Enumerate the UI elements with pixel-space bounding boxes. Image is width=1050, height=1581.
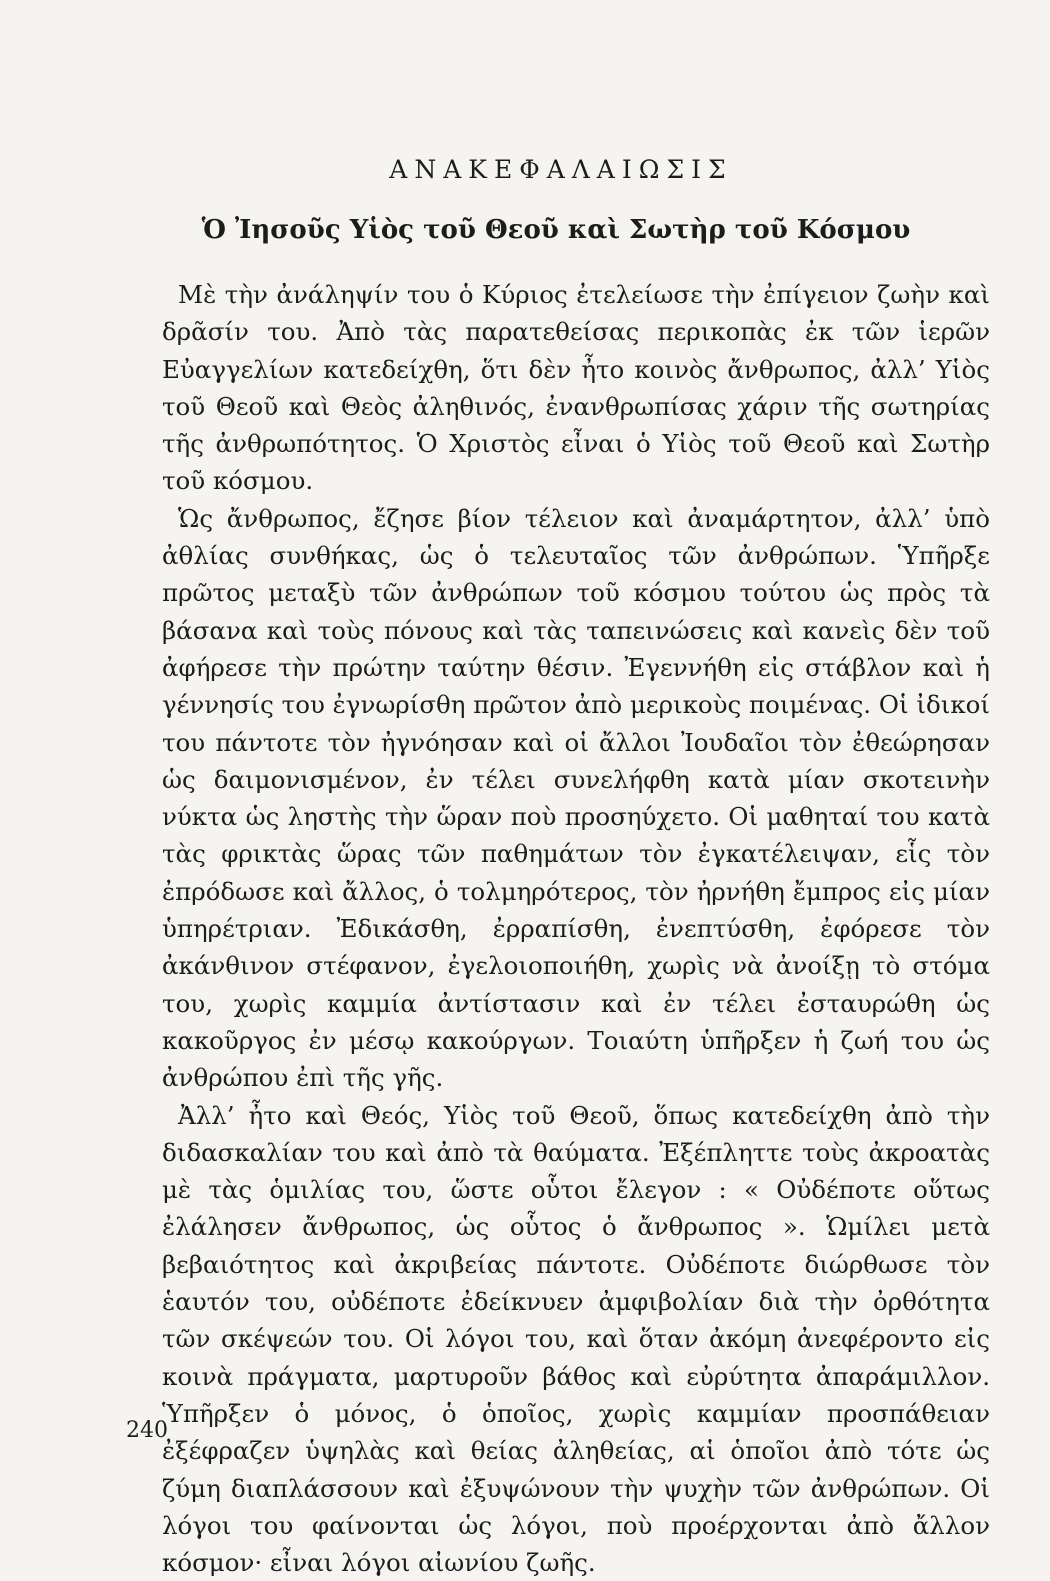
paragraph-3: Ἀλλ’ ἦτο καὶ Θεός, Υἱὸς τοῦ Θεοῦ, ὅπως κατεδείχθη ἀπὸ τὴν διδασκαλίαν του καὶ ἀπὸ τὰ θαύματα. Ἐξέπληττε τοὺς ἀκροατὰς μὲ τὰς ὁμιλίας του, ὥστε οὗτοι ἔλεγον : « Οὐδέποτε οὕτως ἐλάλησεν ἄνθρωπος, ὡς οὗτος ὁ ἄνθρωπος ». Ὡμίλει μετὰ βεβαιότητος καὶ ἀκριβείας πάντοτε. Οὐδέποτε διώρθωσε τὸν ἑαυτόν του, οὐδέποτε ἐδείκνυεν ἀμφιβολίαν διὰ τὴν ὀρθότητα τῶν σκέψεών του. Οἱ λόγοι του, καὶ ὅταν ἀκόμη ἀνεφέροντο εἰς κοινὰ πράγματα, μαρτυροῦν βάθος καὶ εὐρύτητα ἀπαράμιλλον. Ὑπῆρξεν ὁ μόνος, ὁ ὁποῖος, χωρὶς καμμίαν προσπάθειαν ἐξέφραζεν ὑψηλὰς καὶ θείας ἀληθείας, αἱ ὁποῖοι ἀπὸ τότε ὡς ζύμη διαπλάσσουν καὶ ἐξυψώνουν τὴν ψυχὴν τῶν ἀνθρώπων. Οἱ λόγοι του φαίνονται ὡς λόγοι, ποὺ προέρχονται ἀπὸ ἄλλον κόσμον· εἶναι λόγοι αἰωνίου ζωῆς. xyxy=(162,1100,990,1578)
paragraph-1: Μὲ τὴν ἀνάληψίν του ὁ Κύριος ἐτελείωσε τὴν ἐπίγειον ζωὴν καὶ δρᾶσίν του. Ἀπὸ τὰς παρατεθείσας περικοπὰς ἐκ τῶν ἱερῶν Εὐαγγελίων κατεδείχθη, ὅτι δὲν ἦτο κοινὸς ἄνθρωπος, ἀλλ’ Υἱὸς τοῦ Θεοῦ καὶ Θεὸς ἀληθινός, ἐνανθρωπίσας χάριν τῆς σωτηρίας τῆς ἀνθρωπότητος. Ὁ Χριστὸς εἶναι ὁ Υἱὸς τοῦ Θεοῦ καὶ Σωτὴρ τοῦ κόσμου. xyxy=(162,280,990,496)
paragraph-2: Ὡς ἄνθρωπος, ἔζησε βίον τέλειον καὶ ἀναμάρτητον, ἀλλ’ ὑπὸ ἀθλίας συνθήκας, ὡς ὁ τελευταῖος τῶν ἀνθρώπων. Ὑπῆρξε πρῶτος μεταξὺ τῶν ἀνθρώπων τοῦ κόσμου τούτου ὡς πρὸς τὰ βάσανα καὶ τοὺς πόνους καὶ τὰς ταπεινώσεις καὶ κανεὶς δὲν τοῦ ἀφήρεσε τὴν πρώτην ταύτην θέσιν. Ἐγεννήθη εἰς στάβλον καὶ ἡ γέννησίς του ἐγνωρίσθη πρῶτον ἀπὸ μερικοὺς ποιμένας. Οἱ ἰδικοί του πάντοτε τὸν ἠγνόησαν καὶ οἱ ἄλλοι Ἰουδαῖοι τὸν ἐθεώρησαν ὡς δαιμονισμένον, ἐν τέλει συνελήφθη κατὰ μίαν σκοτεινὴν νύκτα ὡς ληστὴς τὴν ὥραν ποὺ προσηύχετο. Οἱ μαθηταί του κατὰ τὰς φρικτὰς ὥρας τῶν παθημάτων τὸν ἐγκατέλειψαν, εἷς τὸν ἐπρόδωσε καὶ ἄλλος, ὁ τολμηρότερος, τὸν ἠρνήθη ἔμπρος εἰς μίαν ὑπηρέτριαν. Ἐδικάσθη, ἐρραπίσθη, ἐνεπτύσθη, ἐφόρεσε τὸν ἀκάνθινον στέφανον, ἐγελοιοποιήθη, χωρὶς νὰ ἀνοίξῃ τὸ στόμα του, χωρὶς καμμία ἀντίστασιν καὶ ἐν τέλει ἐσταυρώθη ὡς κακοῦργος ἐν μέσῳ κακούργων. Τοιαύτη ὑπῆρξεν ἡ ζωή του ὡς ἀνθρώπου ἐπὶ τῆς γῆς. xyxy=(162,503,990,1093)
section-title: ΑΝΑΚΕΦΑΛΑΙΩΣΙΣ xyxy=(389,155,733,184)
page-number: 240 xyxy=(126,1418,168,1443)
body-text xyxy=(162,276,990,1581)
chapter-subtitle: Ὁ Ἰησοῦς Υἱὸς τοῦ Θεοῦ καὶ Σωτὴρ τοῦ Κόσμου xyxy=(201,215,911,245)
